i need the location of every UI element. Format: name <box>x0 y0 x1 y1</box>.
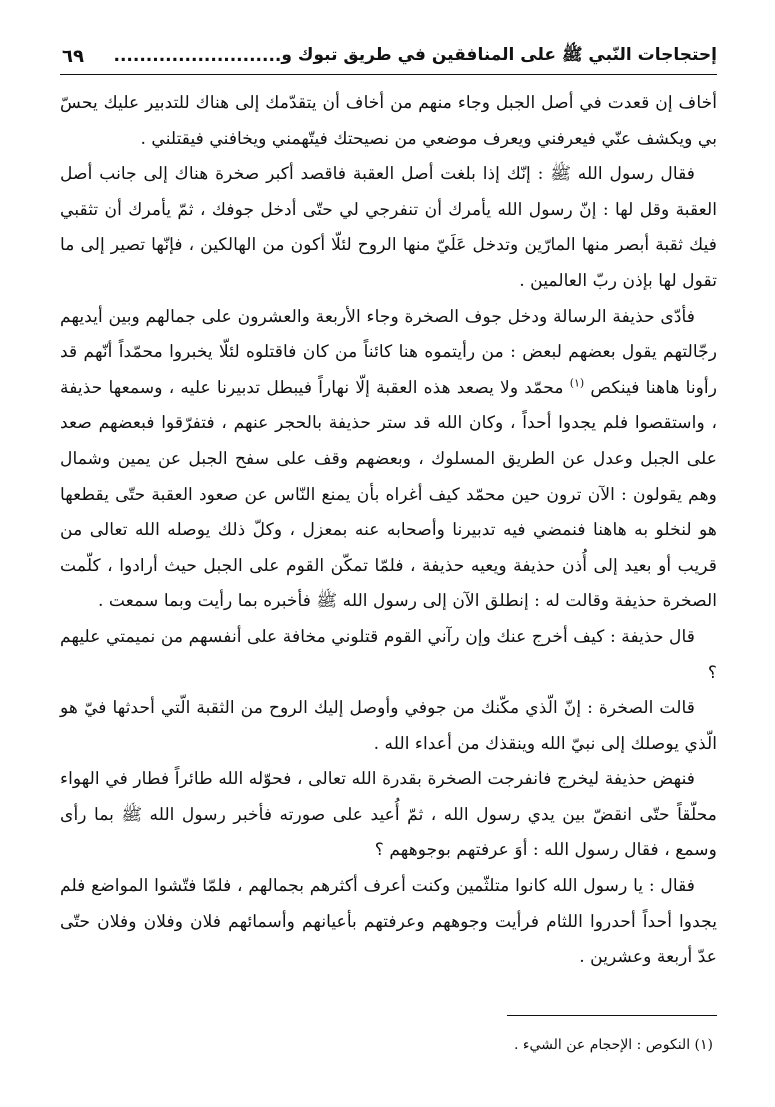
main-text <box>60 86 717 976</box>
paragraph: فنهض حذيفة ليخرج فانفرجت الصخرة بقدرة الله تعالى ، فحوّله الله طائراً فطار في الهواء محلّقاً حتّى انقضّ بين يدي رسول الله ، ثمّ أُعيد على صورته فأخبر رسول الله ﷺ بما رأى وسمع ، فقال رسول الله : أوَ عرفتهم بوجوههم ؟ <box>60 769 717 861</box>
paragraph-part: محمّد ولا يصعد هذه العقبة إلّا نهاراً فيبطل تدبيرنا عليه ، وسمعها حذيفة ، واستقصوا فلم يجدوا أحداً ، وكان الله قد ستر حذيفة بالحجر عنهم ، فتفرّقوا فبعضهم صعد على الجبل وعدل عن الطريق المسلوك ، وبعضهم وقف على سفح الجبل عن يمين وشمال وهم يقولون : الآن ترون حين محمّد كيف أغراه بأن يمنع النّاس عن صعود العقبة حتّى يقطعها هو لنخلو به هاهنا فنمضي فيه تدبيرنا وأصحابه عنه بمعزل ، وكلّ ذلك يوصله الله تعالى من قريب أو بعيد إلى أُذن حذيفة ويعيه حذيفة ، فلمّا تمكّن القوم على الجبل حيث أرادوا ، كلّمت الصخرة حذيفة وقالت له : إنطلق الآن إلى رسول الله ﷺ فأخبره بما رأيت وبما سمعت . <box>60 377 717 612</box>
paragraph: أخاف إن قعدت في أصل الجبل وجاء منهم من أخاف أن يتقدّمك إلى هناك للتدبير عليك يحسّ بي ويكشف عنّي فيعرفني ويعرف موضعي من نصيحتك فيتّهمني ويخافني فيقتلني . <box>60 93 717 149</box>
page-number: ٦٩ <box>62 45 84 67</box>
header-leader-dots: .......................... <box>113 46 282 66</box>
footnote-marker: (١) <box>569 376 585 390</box>
footnote: (١) النكوص : الإحجام عن الشيء . <box>513 1037 713 1053</box>
paragraph: فقال : يا رسول الله كانوا متلثّمين وكنت أعرف أكثرهم بجمالهم ، فلمّا فتّشوا المواضع فلم يجدوا أحداً أحدروا اللثام فرأيت وجوههم وعرفتهم بأعيانهم وأسمائهم فلان وفلان وفلان حتّى عدّ أربعة وعشرين . <box>60 876 717 968</box>
header-title: إحتجاجات النّبي ﷺ على المنافقين في طريق تبوك و <box>281 44 717 65</box>
paragraph <box>60 300 717 620</box>
paragraph-part: فأدّى حذيفة الرسالة ودخل جوف الصخرة وجاء الأربعة والعشرون على جمالهم وبين أيديهم رجّالتهم يقول بعضهم لبعض : من رأيتموه هنا كائناً من كان فاقتلوه لئلّا يخبروا محمّداً أنّهم قد رأونا هاهنا فينكص <box>60 306 717 398</box>
paragraph: قال حذيفة : كيف أخرج عنك وإن رآني القوم قتلوني مخافة على أنفسهم من نميمتي عليهم ؟ <box>60 626 717 683</box>
running-header <box>60 40 717 72</box>
header-rule <box>60 74 717 75</box>
paragraph: قالت الصخرة : إنّ الّذي مكّنك من جوفي وأوصل إليك الروح من الثقبة الّتي أحدثها فيّ هو الّذي يوصلك إلى نبيّ الله وينقذك من أعداء الله . <box>60 698 717 754</box>
footnote-rule <box>507 1015 717 1016</box>
paragraph: فقال رسول الله ﷺ : إنّك إذا بلغت أصل العقبة فاقصد أكبر صخرة هناك إلى جانب أصل العقبة وقل لها : إنّ رسول الله يأمرك أن تنفرجي لي حتّى أدخل جوفك ، ثمّ يأمرك أن تثقبي فيك ثقبة أبصر منها المارّين وتدخل عَلَيّ منها الروح لئلّا أكون من الهالكين ، فإنّها تصير إلى ما تقول لها بإذن ربّ العالمين . <box>60 164 717 291</box>
